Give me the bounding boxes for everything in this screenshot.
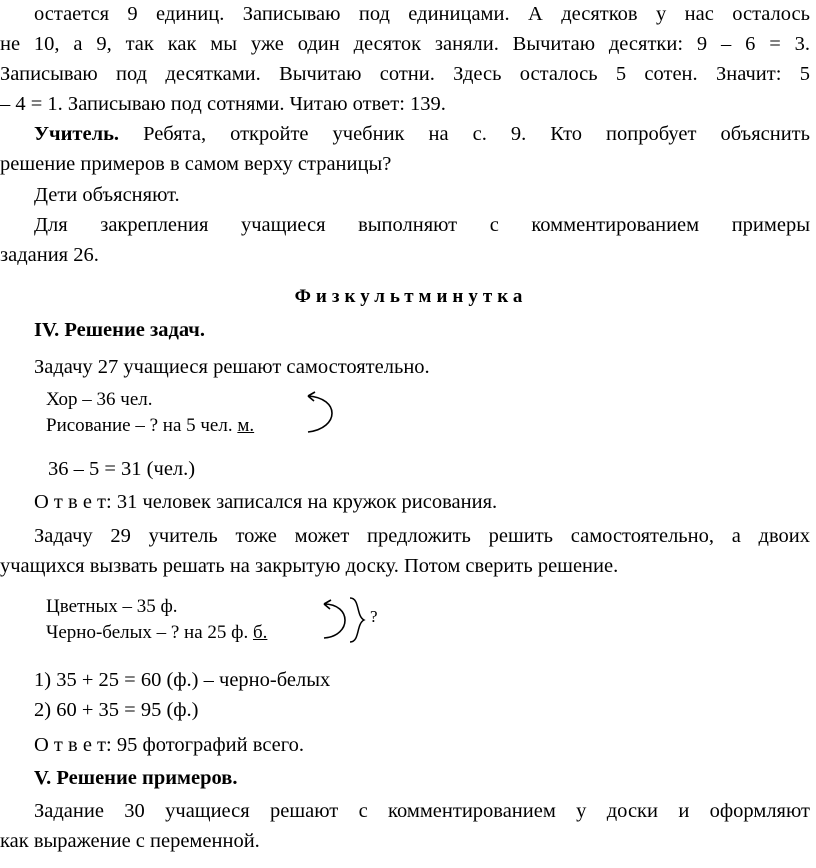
equation: 2) 60 + 35 = 95 (ф.): [34, 699, 199, 721]
note-line: Цветных – 35 ф.: [46, 596, 178, 617]
curved-arrow-brace-icon: [318, 596, 378, 646]
note-line: [46, 415, 254, 437]
paragraph-line: решение примеров в самом верху страницы?: [0, 153, 392, 175]
section-heading: IV. Решение задач.: [34, 319, 205, 341]
note-line: Хор – 36 чел.: [46, 389, 153, 410]
answer-line: О т в е т: 31 человек записался на кружок рисования.: [34, 491, 498, 513]
note-text: Рисование – ? на 5 чел.: [46, 415, 233, 436]
teacher-line: [0, 120, 816, 148]
paragraph-line: учащихся вызвать решать на закрытую доску. Потом сверить решение.: [0, 555, 619, 577]
paragraph-line: Дети объясняют.: [34, 184, 180, 206]
paragraph-line: Задачу 27 учащиеся решают самостоятельно.: [34, 356, 430, 378]
note-underlined: б.: [252, 622, 268, 643]
note-text: Черно-белых – ? на 25 ф.: [46, 622, 249, 643]
note-line: [46, 622, 267, 644]
paragraph-line: Задачу 29 учитель тоже может предложить решить самостоятельно, а двоих: [34, 525, 810, 547]
paragraph-line: остается 9 единиц. Записываю под единицами. А десятков у нас осталось: [34, 3, 810, 25]
paragraph-text: Ребята, откройте учебник на с. 9. Кто попробует объяснить: [119, 123, 810, 145]
answer-line: О т в е т: 95 фотографий всего.: [34, 734, 305, 756]
paragraph-line: не 10, а 9, так как мы уже один десяток заняли. Вычитаю десятки: 9 – 6 = 3.: [0, 33, 810, 55]
paragraph-line: задания 26.: [0, 244, 99, 266]
paragraph-line: – 4 = 1. Записываю под сотнями. Читаю ответ: 139.: [0, 93, 446, 115]
paragraph-line: Записываю под десятками. Вычитаю сотни. Здесь осталось 5 сотен. Значит: 5: [0, 63, 810, 85]
section-heading-fizkult: Физкультминутка: [294, 286, 528, 307]
paragraph-line: Для закрепления учащиеся выполняют с комментированием примеры: [34, 214, 810, 236]
speaker-label: Учитель.: [34, 123, 120, 145]
equation: 1) 35 + 25 = 60 (ф.) – черно-белых: [34, 669, 331, 691]
note-underlined: м.: [237, 415, 255, 436]
curved-arrow-icon: [300, 390, 340, 440]
section-heading: V. Решение примеров.: [34, 767, 238, 789]
paragraph-line: как выражение с переменной.: [0, 830, 260, 852]
paragraph-line: Задание 30 учащиеся решают с комментированием у доски и оформляют: [34, 800, 810, 822]
equation: 36 – 5 = 31 (чел.): [48, 458, 196, 480]
question-mark: ?: [370, 607, 378, 626]
